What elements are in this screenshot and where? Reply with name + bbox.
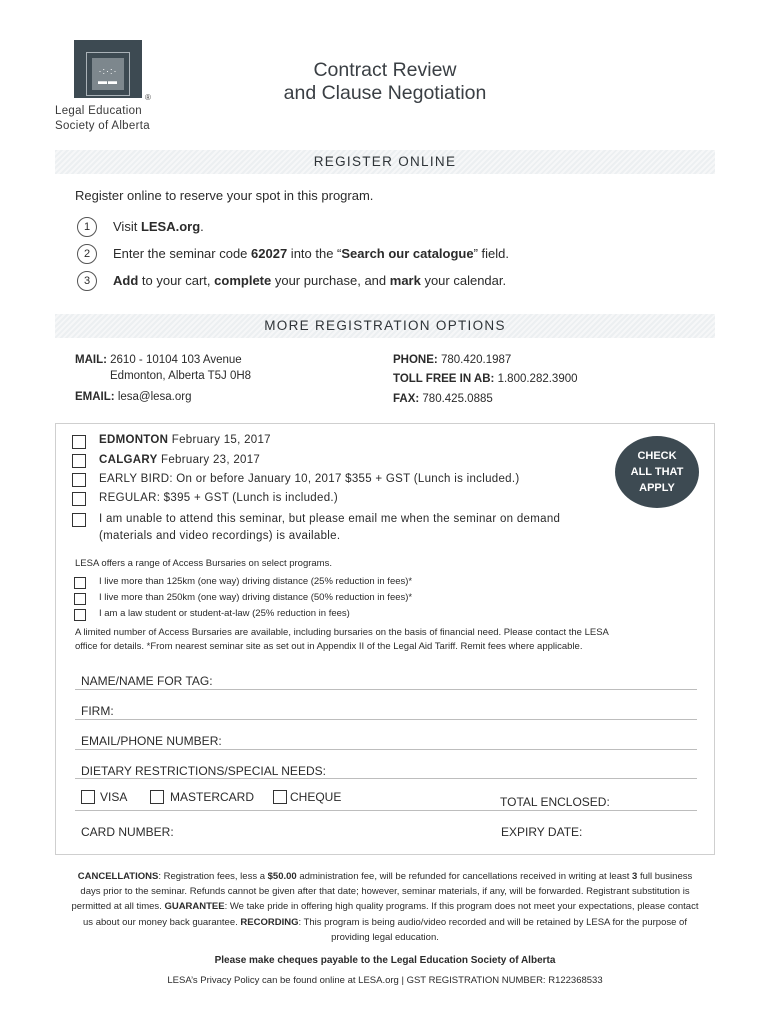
on-demand-option-line2: (materials and video recordings) is available. xyxy=(99,530,341,542)
mail-line1: MAIL: 2610 - 10104 103 Avenue xyxy=(75,354,242,366)
dietary-field-label: DIETARY RESTRICTIONS/SPECIAL NEEDS: xyxy=(81,764,326,778)
fax-line: FAX: 780.425.0885 xyxy=(393,393,493,405)
firm-field-label: FIRM: xyxy=(81,704,114,718)
calgary-checkbox[interactable] xyxy=(72,454,86,468)
mastercard-checkbox[interactable] xyxy=(150,790,164,804)
email-phone-field-label: EMAIL/PHONE NUMBER: xyxy=(81,734,222,748)
register-lead: Register online to reserve your spot in this program. xyxy=(75,188,374,203)
regular-option: REGULAR: $395 + GST (Lunch is included.) xyxy=(99,492,339,504)
step-1: Visit LESA.org. xyxy=(113,219,204,234)
bursary-student-checkbox[interactable] xyxy=(74,609,86,621)
dietary-field[interactable] xyxy=(75,778,697,779)
privacy-gst-note: LESA’s Privacy Policy can be found online at LESA.org | GST REGISTRATION NUMBER: R122368533 xyxy=(167,975,603,986)
payment-line[interactable] xyxy=(75,810,697,811)
register-online-band xyxy=(55,150,715,174)
edmonton-checkbox[interactable] xyxy=(72,435,86,449)
cheque-label: CHEQUE xyxy=(290,790,342,804)
cancellations-policy: CANCELLATIONS: Registration fees, less a $50.00 administration fee, will be refunded for cancellations received in writing at least 3 full business days prior to the seminar. Refunds cannot be given after that date; however, seminar materials, if any, will be forwarded. Registrant substitution is permitted at all times. GUARANTEE: We take pride in offering high quality programs. If this program does not meet your expectations, please contact us about our money back guarantee. RECORDING: This program is being audio/video recorded and will be retained by LESA for the purpose of providing legal education. xyxy=(71,871,699,943)
org-name-line2: Society of Alberta xyxy=(55,120,150,132)
bursary-125km-checkbox[interactable] xyxy=(74,577,86,589)
bursary-note-line2: office for details. *From nearest seminar site as set out in Appendix II of the Legal Aid Tariff. Remit fees where applicable. xyxy=(75,641,583,652)
bursary-student-option: I am a law student or student-at-law (25% reduction in fees) xyxy=(99,608,350,619)
name-field-label: NAME/NAME FOR TAG: xyxy=(81,674,213,688)
bursary-125km-option: I live more than 125km (one way) driving distance (25% reduction in fees)* xyxy=(99,576,413,587)
visa-label: VISA xyxy=(100,790,128,804)
on-demand-option-line1: I am unable to attend this seminar, but please email me when the seminar on demand xyxy=(99,513,561,525)
expiry-date-label: EXPIRY DATE: xyxy=(501,825,583,839)
more-options-heading: MORE REGISTRATION OPTIONS xyxy=(264,318,506,333)
phone-line: PHONE: 780.420.1987 xyxy=(393,354,512,366)
total-enclosed-label: TOTAL ENCLOSED: xyxy=(500,795,610,809)
register-online-heading: REGISTER ONLINE xyxy=(313,154,457,169)
org-name-line1: Legal Education xyxy=(55,105,142,117)
regular-checkbox[interactable] xyxy=(72,492,86,506)
early-bird-option: EARLY BIRD: On or before January 10, 2017 $355 + GST (Lunch is included.) xyxy=(99,473,520,485)
step-2: Enter the seminar code 62027 into the “Search our catalogue” field. xyxy=(113,246,510,261)
email-line: EMAIL: lesa@lesa.org xyxy=(75,391,192,403)
registered-mark: ® xyxy=(145,93,151,102)
cheque-checkbox[interactable] xyxy=(273,790,287,804)
mastercard-label: MASTERCARD xyxy=(170,790,255,804)
firm-field[interactable] xyxy=(75,719,697,720)
crown-icon: ·:·:· ▬▬ xyxy=(98,66,118,86)
name-field[interactable] xyxy=(75,689,697,690)
calgary-option: CALGARY February 23, 2017 xyxy=(99,454,261,466)
on-demand-checkbox[interactable] xyxy=(72,513,86,527)
cheques-payable-note: Please make cheques payable to the Legal Education Society of Alberta xyxy=(214,955,556,966)
page-title-line1: Contract Review xyxy=(313,59,457,81)
step-1-number: 1 xyxy=(77,217,97,237)
step-3: Add to your cart, complete your purchase, and mark your calendar. xyxy=(113,273,507,288)
visa-checkbox[interactable] xyxy=(81,790,95,804)
bursary-250km-checkbox[interactable] xyxy=(74,593,86,605)
bursary-250km-option: I live more than 250km (one way) driving distance (50% reduction in fees)* xyxy=(99,592,413,603)
bursary-intro: LESA offers a range of Access Bursaries on select programs. xyxy=(75,558,332,569)
tollfree-line: TOLL FREE IN AB: 1.800.282.3900 xyxy=(393,373,578,385)
edmonton-option: EDMONTON February 15, 2017 xyxy=(99,434,271,446)
mail-line2: Edmonton, Alberta T5J 0H8 xyxy=(110,370,252,382)
email-phone-field[interactable] xyxy=(75,749,697,750)
step-3-number: 3 xyxy=(77,271,97,291)
card-number-label: CARD NUMBER: xyxy=(81,825,174,839)
step-2-number: 2 xyxy=(77,244,97,264)
check-all-badge: CHECK ALL THAT APPLY xyxy=(615,436,699,508)
more-options-band xyxy=(55,314,715,338)
bursary-note-line1: A limited number of Access Bursaries are available, including bursaries on the basis of financial need. Please contact the LESA xyxy=(75,627,609,638)
page-title-line2: and Clause Negotiation xyxy=(283,82,487,104)
early-bird-checkbox[interactable] xyxy=(72,473,86,487)
